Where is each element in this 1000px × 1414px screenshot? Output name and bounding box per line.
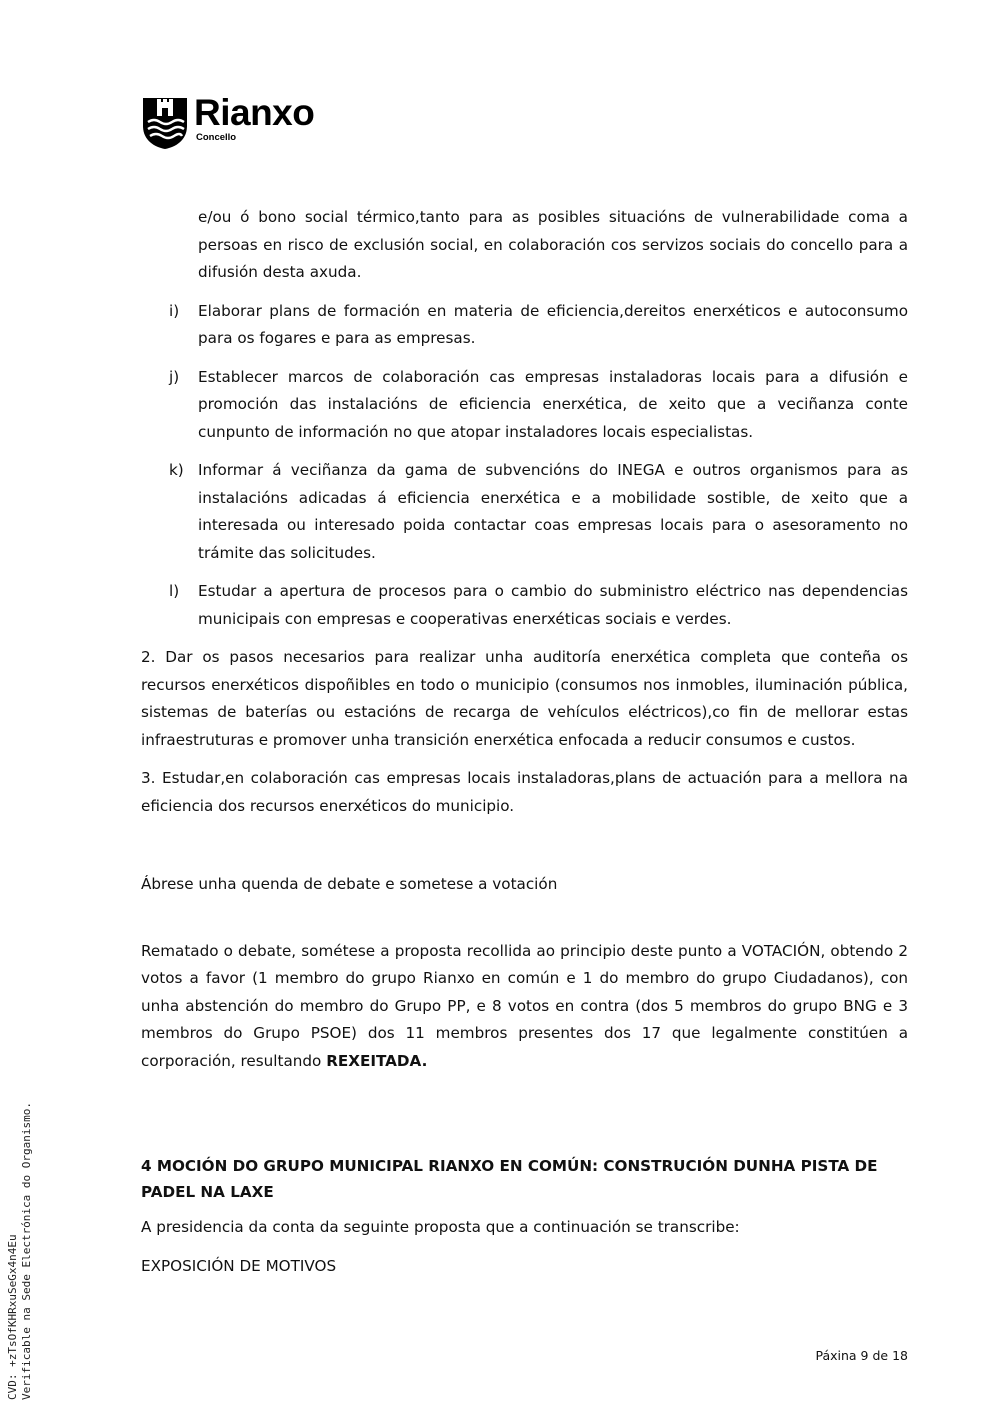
- list-item: [141, 364, 908, 447]
- item-continuation: e/ou ó bono social térmico,tanto para as posibles situacións de vulnerabilidade coma a persoas en risco de exclusión social, en colaboración cos servizos sociais do concello para a difusión desta axuda.: [198, 208, 908, 281]
- list-item-text: Establecer marcos de colaboración cas empresas instaladoras locais para a difusión e promoción das instalacións de eficiencia enerxética, de xeito que a veciñanza conte cunpunto de información no que atopar instaladores locais especialistas.: [198, 367, 908, 441]
- vote-paragraph: [141, 938, 908, 1076]
- logo-wordmark: Rianxo: [194, 92, 315, 133]
- list-item: [141, 457, 908, 567]
- presidencia-paragraph: A presidencia da conta da seguinte proposta que a continuación se transcribe:: [141, 1218, 740, 1236]
- logo-subtitle: Concello: [196, 132, 237, 143]
- list-item-label: i): [169, 301, 180, 320]
- page-number: Páxina 9 de 18: [815, 1348, 908, 1363]
- list-item-text: Elaborar plans de formación en materia de eficiencia,dereitos enerxéticos e autoconsumo para os fogares e para as empresas.: [198, 301, 908, 347]
- list-item: [141, 578, 908, 633]
- list-item-text: Informar á veciñanza da gama de subvencións do INEGA e outros organismos para as instalacións adicadas á eficiencia enerxética e a mobilidade sostible, de xeito que a interesada ou interesado poida contactar coas empresas locais para o asesoramento no trámite das solicitudes.: [198, 461, 908, 562]
- paragraph-3: 3. Estudar,en colaboración cas empresas locais instaladoras,plans de actuación para a mellora na eficiencia dos recursos enerxéticos do municipio.: [141, 769, 908, 815]
- verification-sidebar: [6, 1102, 34, 1400]
- verification-note: Verificable na Sede Electrónica do Organismo.: [20, 1101, 33, 1400]
- verification-code: CVD: +zTsOfKHRxuSeGx4n4Eu: [6, 1234, 19, 1400]
- exposicion-heading: EXPOSICIÓN DE MOTIVOS: [141, 1256, 337, 1275]
- document-body: [141, 204, 908, 1291]
- vote-text: Rematado o debate, sométese a proposta recollida ao principio deste punto a VOTACIÓN, obtendo 2 votos a favor (1 membro do grupo Rianxo en común e 1 do membro do grupo Ciudadanos), con unha abstención do membro do Grupo PP, e 8 votos en contra (dos 5 membros do grupo BNG e 3 membros do Grupo PSOE) dos 11 membros presentes dos 17 que legalmente constitúen a corporación, resultando: [141, 941, 908, 1070]
- section-heading: 4 MOCIÓN DO GRUPO MUNICIPAL RIANXO EN COMÚN: CONSTRUCIÓN DUNHA PISTA DE PADEL NA LAXE: [141, 1157, 878, 1201]
- list-item-label: l): [169, 582, 180, 600]
- list-item-label: j): [169, 367, 180, 386]
- vote-result: REXEITADA.: [326, 1051, 428, 1070]
- shield-icon: [142, 96, 188, 150]
- debate-paragraph: Ábrese unha quenda de debate e sometese a votación: [141, 875, 558, 893]
- list-item-label: k): [169, 461, 184, 479]
- concello-logo: [142, 92, 362, 152]
- list-item-text: Estudar a apertura de procesos para o cambio do subministro eléctrico nas dependencias municipais con empresas e cooperativas enerxéticas sociais e verdes.: [198, 582, 908, 628]
- list-item: [141, 298, 908, 353]
- paragraph-2: 2. Dar os pasos necesarios para realizar unha auditoría enerxética completa que conteña os recursos enerxéticos dispoñibles en todo o municipio (consumos nos inmobles, iluminación pública, sistemas de baterías ou estacións de recarga de vehículos eléctricos),co fin de mellorar estas infraestruturas e promover unha transición enerxética enfocada a reducir consumos e custos.: [141, 648, 908, 749]
